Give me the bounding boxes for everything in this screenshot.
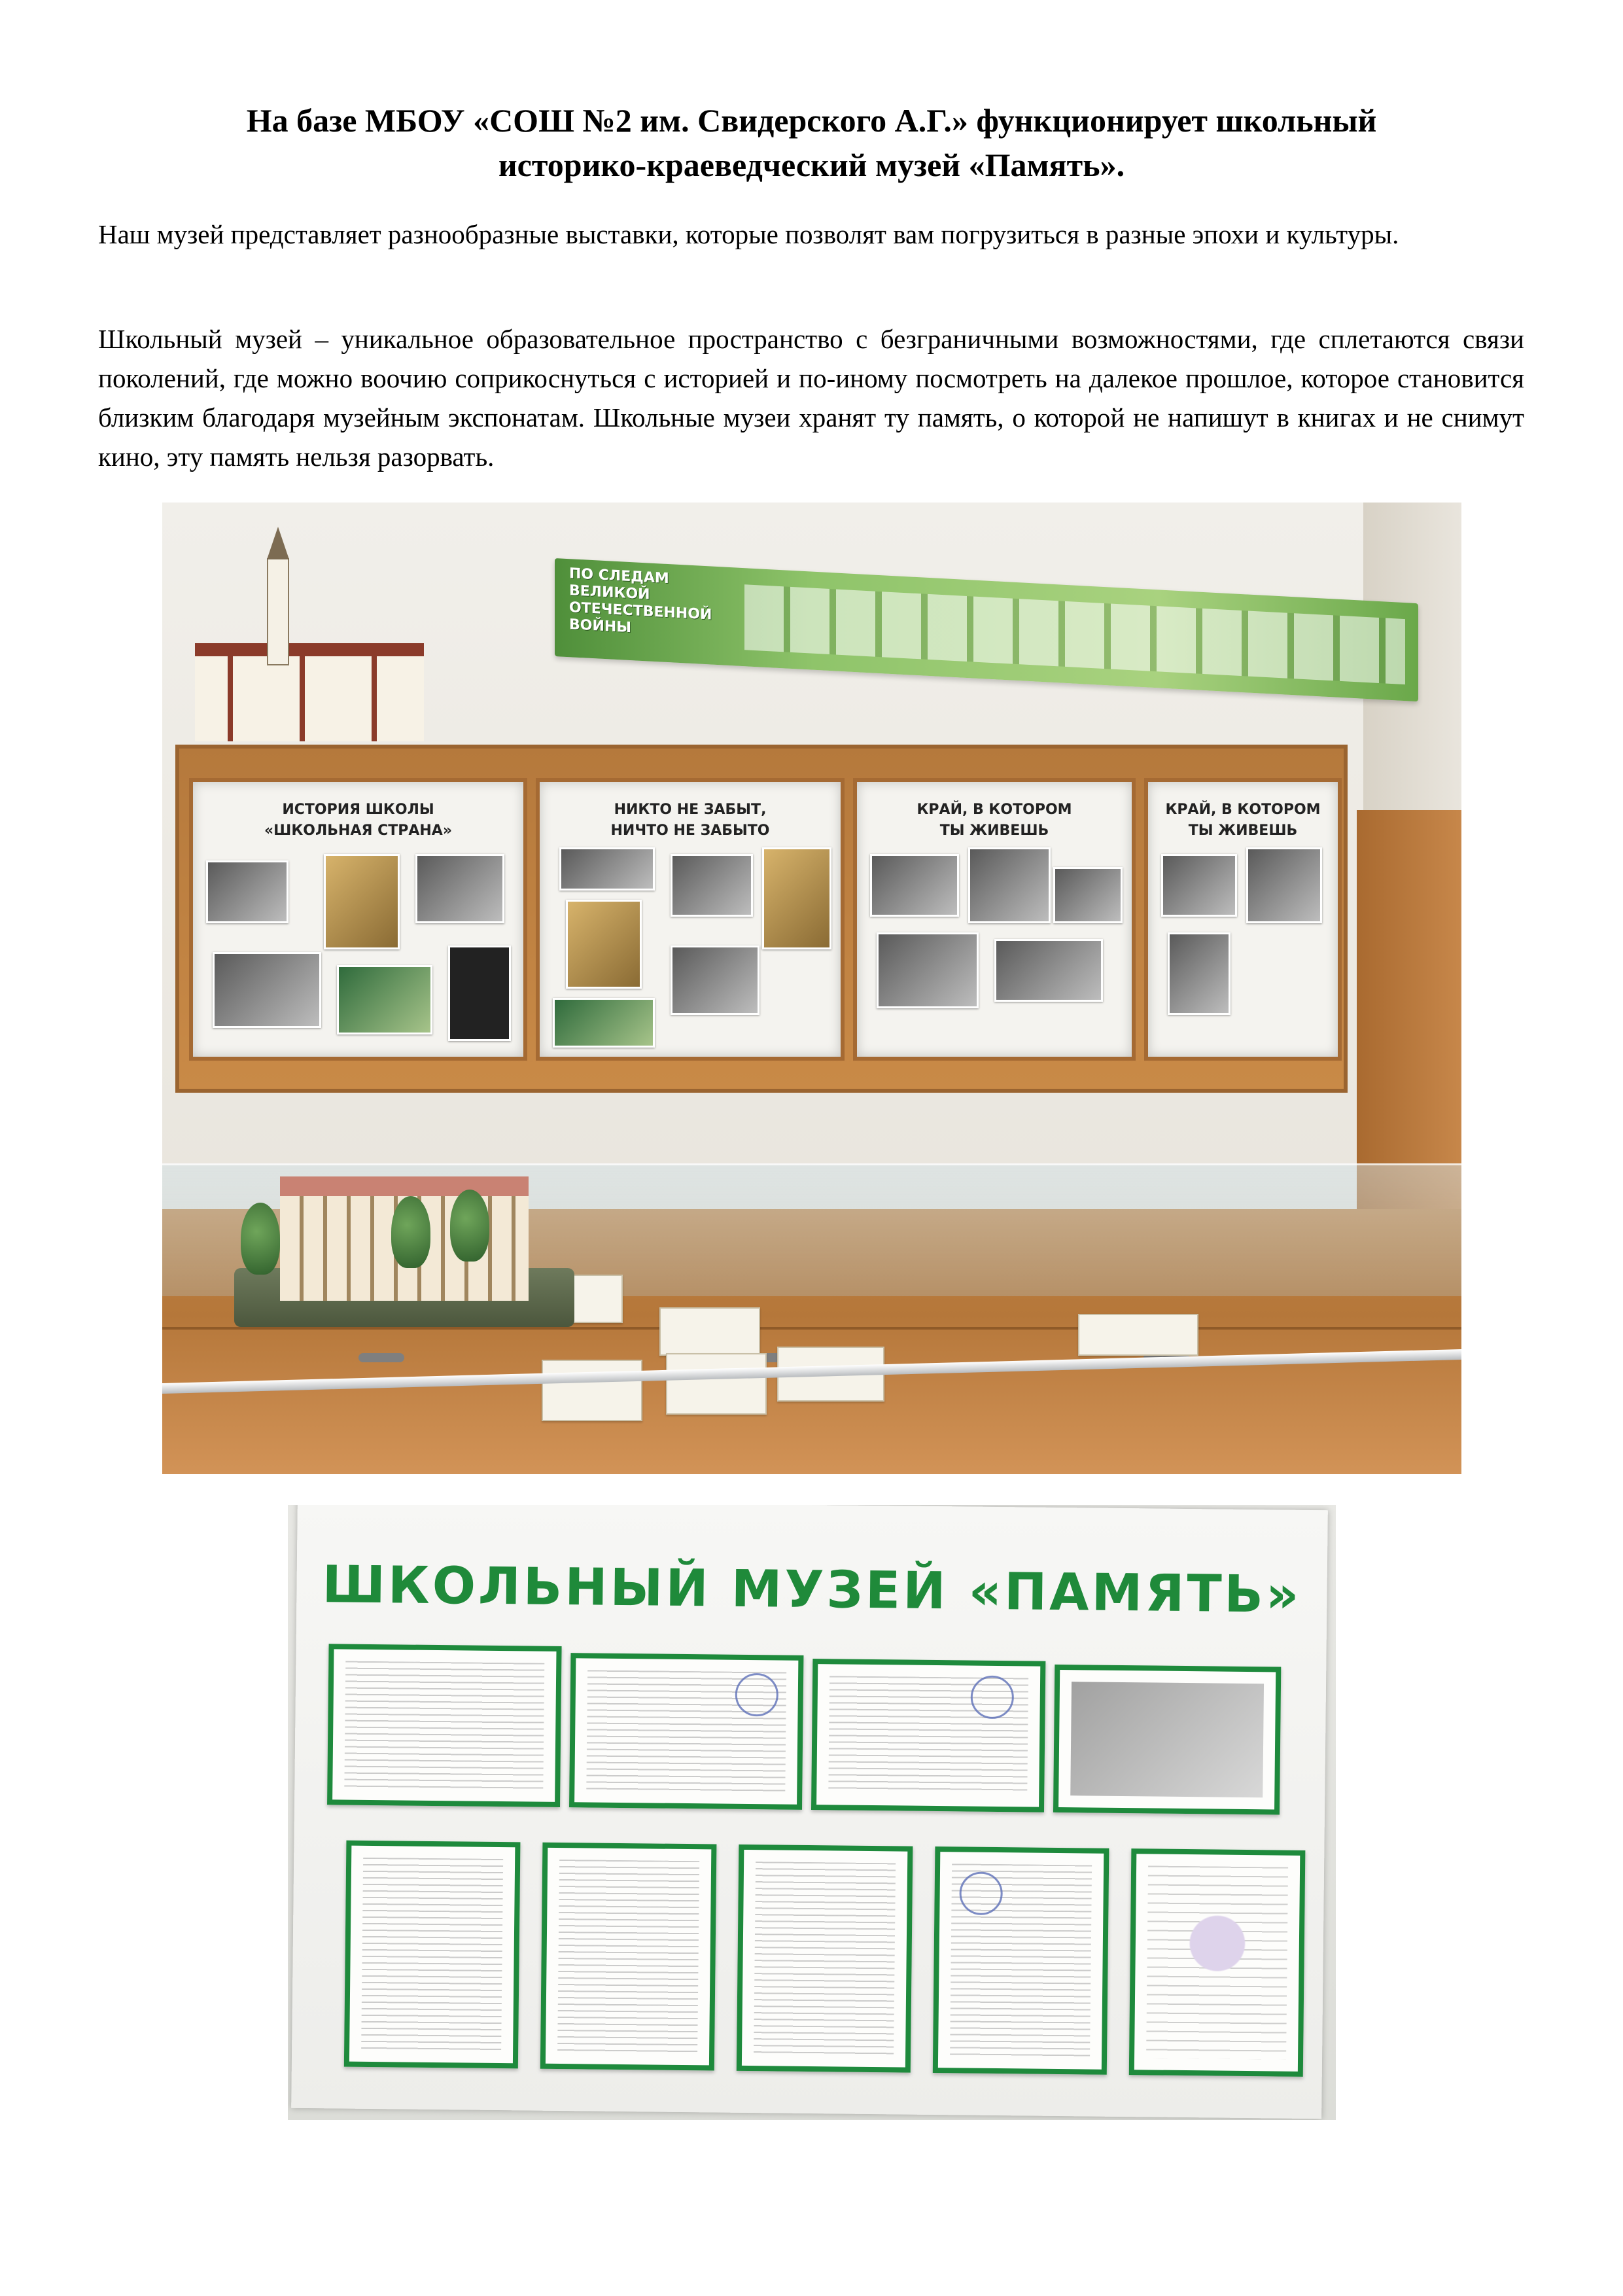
model-tree (241, 1203, 280, 1275)
showcase-native-land-1 (853, 778, 1136, 1061)
showcase-title: КРАЙ, В КОТОРОМ (916, 802, 1072, 818)
showcase-subtitle: НИЧТО НЕ ЗАБЫТО (610, 822, 770, 839)
exhibit-photo (1168, 932, 1230, 1015)
exhibit-document (666, 1353, 767, 1415)
exhibit-photo (968, 847, 1051, 923)
certificate-frame (1129, 1848, 1306, 2077)
wall-cabinet (175, 745, 1348, 1093)
exhibit-document (762, 847, 831, 949)
document-frame (1053, 1665, 1281, 1815)
board-title: ШКОЛЬНЫЙ МУЗЕЙ «ПАМЯТЬ» (322, 1555, 1302, 1625)
exhibit-photo (213, 952, 321, 1028)
exhibit-photo (870, 854, 959, 917)
exhibit-document (542, 1360, 642, 1421)
document-frame (327, 1644, 562, 1807)
document-frame (737, 1845, 913, 2073)
model-tree (450, 1190, 489, 1262)
museum-hall-photo (162, 503, 1461, 1474)
exhibit-portraits (559, 847, 655, 891)
drawer-handle (358, 1353, 404, 1362)
showcase-no-one-forgotten (536, 778, 845, 1061)
stamp-icon (970, 1676, 1014, 1720)
exhibit-poster (324, 854, 400, 949)
exhibit-photo (994, 939, 1103, 1002)
intro-paragraph: Наш музей представляет разнообразные выставки, которые позволят вам погрузиться в разные эпохи и культуры. (98, 219, 1399, 249)
document-frame (811, 1659, 1045, 1812)
exhibit-photo (877, 932, 979, 1008)
showcase-subtitle: ТЫ ЖИВЕШЬ (939, 822, 1049, 839)
exhibit-photo (1053, 867, 1123, 923)
showcase-native-land-2 (1144, 778, 1342, 1061)
showcase-title: ИСТОРИЯ ШКОЛЫ (282, 802, 434, 818)
stamp-icon (959, 1871, 1003, 1915)
palace-model-tower (267, 558, 289, 665)
exhibit-photo (415, 854, 504, 923)
banner-label: ПО СЛЕДАМ ВЕЛИКОЙ ОТЕЧЕСТВЕННОЙ ВОЙНЫ (569, 565, 712, 637)
description-paragraph: Школьный музей – уникальное образовательное пространство с безграничными возможностями, где сплетаются связи поколений, где можно воочию соприкоснуться с историей и по-иному посмотреть на далекое прошлое, которое становится близким благодаря музейным экспонатам. Школьные музеи хранят ту память, о которой не напишут в книгах и не снимут кино, эту память нельзя разорвать. (98, 324, 1524, 472)
showcase-title: КРАЙ, В КОТОРОМ (1165, 802, 1321, 818)
document-frame (540, 1843, 717, 2071)
exhibit-document (659, 1307, 760, 1356)
exhibit-photo (671, 854, 753, 917)
exhibit-photo (206, 860, 288, 923)
exhibit-photo (337, 965, 432, 1034)
document-frame (344, 1841, 521, 2069)
title-line-1: На базе МБОУ «СОШ №2 им. Свидерского А.Г.» функционирует школьный (246, 102, 1377, 139)
exhibit-frame (448, 945, 511, 1041)
banner-timeline (744, 584, 1405, 684)
document-frame (933, 1846, 1109, 2075)
exhibit-photo (1246, 847, 1322, 923)
document-frame (569, 1653, 803, 1810)
stamp-icon (735, 1673, 778, 1717)
exhibit-photo (671, 945, 759, 1015)
page-title (98, 98, 1525, 187)
title-line-2: историко-краеведческий музей «Память». (498, 147, 1125, 183)
model-tree (391, 1196, 430, 1268)
showcase-school-history (189, 778, 527, 1061)
school-model (234, 1163, 574, 1327)
palace-model-houses (195, 643, 424, 741)
showcase-subtitle: «ШКОЛЬНАЯ СТРАНА» (264, 822, 453, 839)
exhibit-poster (553, 998, 655, 1048)
exhibit-photo (1161, 854, 1237, 917)
showcase-subtitle: ТЫ ЖИВЕШЬ (1188, 822, 1298, 839)
showcase-title: НИКТО НЕ ЗАБЫТ, (614, 802, 767, 818)
exhibit-document (1078, 1314, 1198, 1356)
ww2-banner (555, 558, 1418, 701)
drawer-divider (162, 1327, 1461, 1330)
information-board (291, 1505, 1328, 2119)
museum-stand-photo (288, 1505, 1336, 2120)
palace-model (182, 558, 430, 728)
exhibit-letter (566, 900, 642, 989)
